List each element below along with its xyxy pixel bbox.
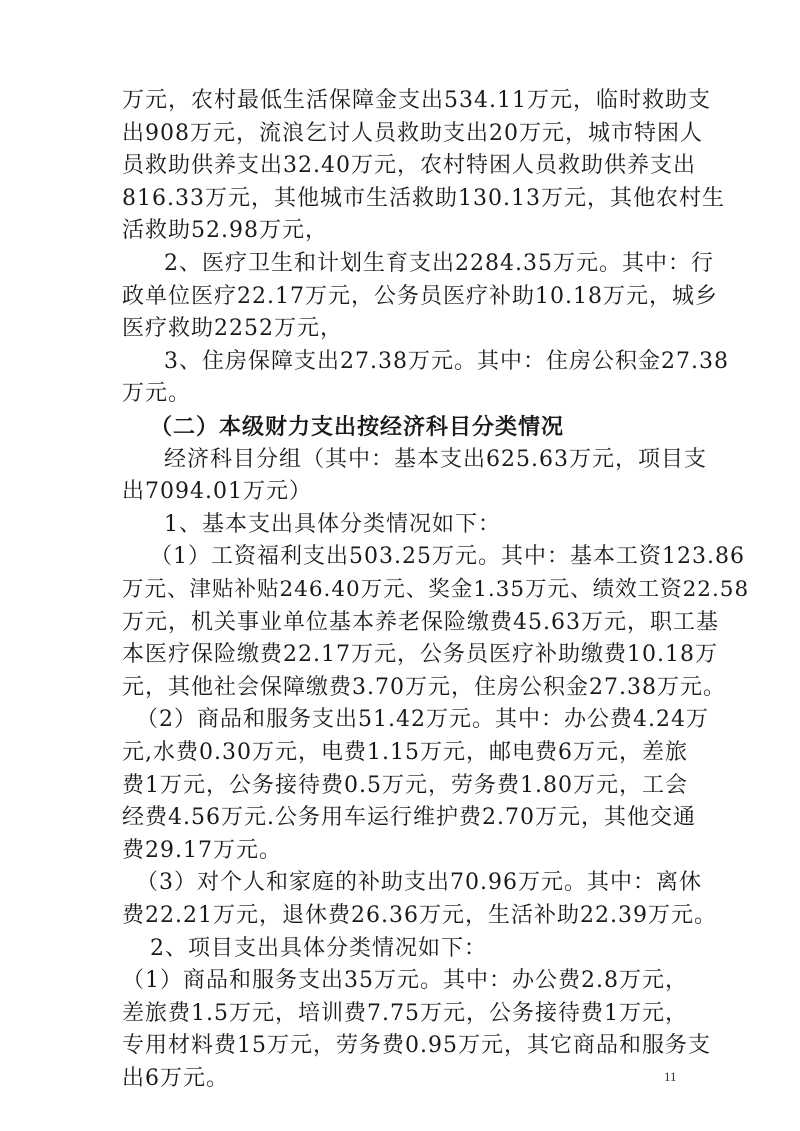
text-line: 1、基本支出具体分类情况如下： <box>164 511 501 537</box>
text-line: 员救助供养支出32.40万元，农村特困人员救助供养支出 <box>122 153 696 179</box>
text-line: 元，其他社会保障缴费3.70万元，住房公积金27.38万元。 <box>122 674 726 700</box>
text-line: 万元。 <box>122 381 192 407</box>
text-line: 经济科目分组（其中：基本支出625.63万元，项目支 <box>164 446 707 472</box>
text-line: 差旅费1.5万元，培训费7.75万元，公务接待费1万元， <box>122 1000 688 1026</box>
text-line: 2、医疗卫生和计划生育支出2284.35万元。其中：行 <box>164 251 714 276</box>
text-line: 万元，机关事业单位基本养老保险缴费45.63万元，职工基 <box>122 609 719 635</box>
text-line: 出6万元。 <box>122 1066 229 1091</box>
text-line: 费29.17万元。 <box>122 837 282 863</box>
text-line: 专用材料费15万元，劳务费0.95万元，其它商品和服务支 <box>122 1033 711 1059</box>
text-line: 本医疗保险缴费22.17万元，公务员医疗补助缴费10.18万 <box>122 642 718 668</box>
text-line: 医疗救助2252万元， <box>122 316 343 342</box>
text-line: 费1万元，公务接待费0.5万元，劳务费1.80万元，工会 <box>122 772 688 798</box>
text-line: 万元、津贴补贴246.40万元、奖金1.35万元、绩效工资22.58 <box>122 577 750 602</box>
text-line: 出7094.01万元） <box>122 479 312 505</box>
text-line: 万元，农村最低生活保障金支出534.11万元，临时救助支 <box>122 88 711 113</box>
text-line: （2）商品和服务支出51.42万元。其中：办公费4.24万 <box>136 707 709 733</box>
page-number: 11 <box>664 1069 677 1084</box>
text-line: 政单位医疗22.17万元，公务员医疗补助10.18万元，城乡 <box>122 283 718 309</box>
text-line: 816.33万元，其他城市生活救助130.13万元，其他农村生 <box>122 185 725 211</box>
text-line: 2、项目支出具体分类情况如下： <box>150 935 487 961</box>
text-line: 出908万元，流浪乞讨人员救助支出20万元，城市特困人 <box>122 120 703 146</box>
text-line: 费22.21万元，退休费26.36万元，生活补助22.39万元。 <box>122 903 717 928</box>
text-line: （1）商品和服务支出35万元。其中：办公费2.8万元， <box>122 968 688 994</box>
text-line: （3）对个人和家庭的补助支出70.96万元。其中：离休 <box>136 870 702 896</box>
text-line: 3、住房保障支出27.38万元。其中：住房公积金27.38 <box>164 348 729 374</box>
text-line: 经费4.56万元.公务用车运行维护费2.70万元，其他交通 <box>122 805 696 831</box>
text-line: （1）工资福利支出503.25万元。其中：基本工资123.86 <box>150 544 745 570</box>
text-line: 元,水费0.30万元，电费1.15万元，邮电费6万元，差旅 <box>122 740 688 765</box>
section-heading: （二）本级财力支出按经济科目分类情况 <box>150 414 565 440</box>
text-line: 活救助52.98万元， <box>122 218 328 244</box>
